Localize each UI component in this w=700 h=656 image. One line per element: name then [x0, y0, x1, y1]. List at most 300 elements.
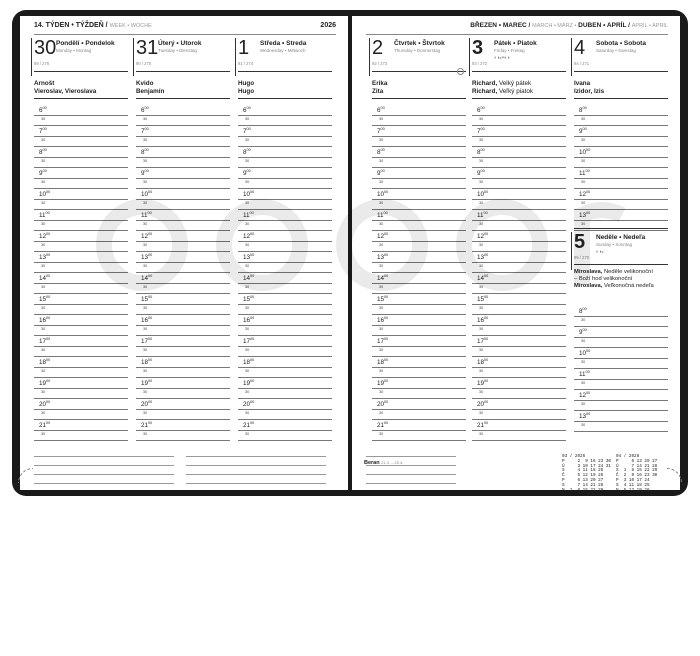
hour-label: $9^{00}$ — [141, 169, 149, 177]
month-label-1: BŘEZEN • MAREC / — [470, 22, 531, 29]
year-label: 2026 — [320, 22, 336, 29]
half-hour-label: 30 — [581, 180, 586, 184]
time-slot[interactable] — [136, 294, 230, 315]
name-day: Miroslava, Neděle velikonoční – Boží hod velikonoční Miroslava, Veľkonočná nedeľa — [574, 269, 654, 289]
hour-label: $6^{00}$ — [141, 106, 149, 114]
half-hour-label: 30 — [479, 285, 484, 289]
half-hour-label: 30 — [479, 138, 484, 142]
half-hour-label: 30 — [379, 348, 384, 352]
zodiac-name: Beran — [364, 460, 380, 466]
hour-label: $9^{00}$ — [377, 169, 385, 177]
hour-label: $12^{00}$ — [377, 232, 389, 240]
time-slot[interactable] — [136, 231, 230, 252]
zodiac-label — [364, 460, 403, 466]
name-day: Hugo Hugo — [238, 80, 255, 95]
time-slot[interactable] — [34, 168, 128, 189]
hour-label: $16^{00}$ — [377, 316, 389, 324]
hour-label: $15^{00}$ — [39, 295, 51, 303]
time-slot[interactable] — [136, 273, 230, 294]
half-hour-label: 30 — [379, 117, 384, 121]
half-hour-label: 30 — [581, 159, 586, 163]
half-hour-label: 30 — [479, 243, 484, 247]
name-day: Kvido Benjamín — [136, 80, 165, 95]
half-hour-label: 30 — [245, 243, 250, 247]
hour-label: $6^{00}$ — [377, 106, 385, 114]
time-slot[interactable] — [238, 168, 332, 189]
day-header — [238, 38, 332, 108]
half-hour-label: 30 — [245, 222, 250, 226]
half-hour-label: 30 — [479, 264, 484, 268]
time-slot[interactable] — [472, 294, 566, 315]
time-slot[interactable] — [372, 168, 466, 189]
time-slot[interactable] — [574, 147, 668, 168]
half-hour-label: 30 — [479, 390, 484, 394]
time-slot[interactable] — [574, 348, 668, 369]
half-hour-label: 30 — [479, 201, 484, 205]
half-hour-label: 30 — [41, 369, 46, 373]
month-label-2-other: APRIL • APRIL — [631, 23, 668, 29]
hour-label: $19^{00}$ — [141, 379, 153, 387]
time-slot[interactable] — [238, 420, 332, 441]
time-slot[interactable] — [472, 357, 566, 378]
half-hour-label: 30 — [379, 432, 384, 436]
half-hour-label: 30 — [41, 411, 46, 415]
day-header — [34, 38, 128, 108]
day-column — [238, 38, 332, 466]
time-slot[interactable] — [472, 252, 566, 273]
hour-label: $7^{00}$ — [377, 127, 385, 135]
hour-label: $11^{00}$ — [243, 211, 254, 219]
time-slot[interactable] — [34, 210, 128, 231]
hour-label: $20^{00}$ — [243, 400, 255, 408]
time-slot[interactable] — [372, 105, 466, 126]
half-hour-label: 30 — [581, 222, 586, 226]
time-slot[interactable] — [472, 189, 566, 210]
hour-label: $11^{00}$ — [377, 211, 388, 219]
time-slot[interactable] — [372, 210, 466, 231]
left-page — [20, 16, 348, 490]
hour-label: $18^{00}$ — [377, 358, 389, 366]
hour-label: $12^{00}$ — [477, 232, 489, 240]
day-count: 92 / 273 — [372, 61, 388, 66]
time-slot[interactable] — [136, 399, 230, 420]
day-number: 1 — [238, 37, 250, 59]
hour-label: $15^{00}$ — [477, 295, 489, 303]
time-slot[interactable] — [34, 189, 128, 210]
hour-label: $7^{00}$ — [39, 127, 47, 135]
time-slot[interactable] — [238, 399, 332, 420]
half-hour-label: 30 — [581, 318, 586, 322]
time-slot[interactable] — [238, 273, 332, 294]
half-hour-label: 30 — [245, 159, 250, 163]
day-name: Sobota • Sobota — [596, 40, 646, 47]
time-slot[interactable] — [238, 105, 332, 126]
hour-label: $13^{00}$ — [377, 253, 389, 261]
hour-label: $7^{00}$ — [141, 127, 149, 135]
day-name-en-de: Friday • Freitag — [494, 48, 525, 53]
hour-label: $13^{00}$ — [579, 211, 591, 219]
time-slot[interactable] — [372, 399, 466, 420]
hour-label: $15^{00}$ — [141, 295, 153, 303]
half-hour-label: 30 — [245, 180, 250, 184]
day-name-en-de: Saturday • Samstag — [596, 48, 636, 53]
hour-label: $17^{00}$ — [141, 337, 153, 345]
half-hour-label: 30 — [479, 117, 484, 121]
time-slot[interactable] — [34, 378, 128, 399]
half-hour-label: 30 — [479, 327, 484, 331]
half-hour-label: 30 — [479, 432, 484, 436]
time-slot[interactable] — [372, 294, 466, 315]
planner-spread — [12, 10, 688, 496]
time-slot[interactable] — [574, 369, 668, 390]
hour-label: $16^{00}$ — [477, 316, 489, 324]
day-number: 4 — [574, 37, 586, 59]
half-hour-label: 30 — [41, 138, 46, 142]
half-hour-label: 30 — [41, 117, 46, 121]
half-hour-label: 30 — [245, 138, 250, 142]
time-slot[interactable] — [34, 105, 128, 126]
time-slot[interactable] — [34, 126, 128, 147]
time-slot[interactable] — [238, 147, 332, 168]
time-slot[interactable] — [574, 105, 668, 126]
hour-label: $10^{00}$ — [579, 148, 591, 156]
half-hour-label: 30 — [581, 339, 586, 343]
hour-label: $20^{00}$ — [141, 400, 153, 408]
time-slot[interactable] — [136, 147, 230, 168]
hour-label: $17^{00}$ — [477, 337, 489, 345]
hour-label: $14^{00}$ — [243, 274, 255, 282]
time-slot[interactable] — [472, 315, 566, 336]
hour-label: $12^{00}$ — [579, 190, 591, 198]
hour-label: $8^{00}$ — [243, 148, 251, 156]
time-slot[interactable] — [136, 210, 230, 231]
name-day: Arnošt Vieroslav, Vieroslava — [34, 80, 97, 95]
time-slot[interactable] — [238, 357, 332, 378]
time-slot[interactable] — [372, 420, 466, 441]
day-number: 5 — [574, 231, 586, 253]
day-name: Úterý • Utorok — [158, 40, 202, 47]
half-hour-label: 30 — [143, 117, 148, 121]
hour-label: $8^{00}$ — [141, 148, 149, 156]
half-hour-label: 30 — [41, 348, 46, 352]
day-number: 30 — [34, 37, 57, 59]
hour-label: $11^{00}$ — [141, 211, 152, 219]
half-hour-label: 30 — [143, 390, 148, 394]
time-slot[interactable] — [574, 168, 668, 189]
half-hour-label: 30 — [379, 369, 384, 373]
time-slot[interactable] — [34, 147, 128, 168]
time-slots — [574, 306, 668, 432]
half-hour-label: 30 — [41, 390, 46, 394]
left-header — [34, 22, 336, 35]
half-hour-label: 30 — [379, 285, 384, 289]
day-header — [372, 38, 466, 108]
time-slot[interactable] — [574, 126, 668, 147]
time-slot[interactable] — [238, 231, 332, 252]
time-slot[interactable] — [574, 327, 668, 348]
time-slot[interactable] — [136, 252, 230, 273]
hour-label: $15^{00}$ — [377, 295, 389, 303]
half-hour-label: 30 — [143, 432, 148, 436]
moon-icon: ◐◑◒◓◐◑ — [494, 55, 510, 61]
hour-label: $17^{00}$ — [39, 337, 51, 345]
time-slot[interactable] — [472, 399, 566, 420]
time-slot[interactable] — [136, 126, 230, 147]
time-slot[interactable] — [472, 273, 566, 294]
time-slot[interactable] — [34, 336, 128, 357]
time-slot[interactable] — [372, 231, 466, 252]
hour-label: $10^{00}$ — [477, 190, 489, 198]
half-hour-label: 30 — [245, 348, 250, 352]
time-slot[interactable] — [238, 378, 332, 399]
half-hour-label: 30 — [245, 117, 250, 121]
half-hour-label: 30 — [379, 243, 384, 247]
hour-label: $9^{00}$ — [243, 169, 251, 177]
time-slots — [574, 105, 668, 231]
time-slot[interactable] — [372, 315, 466, 336]
right-page — [352, 16, 680, 493]
hour-label: $15^{00}$ — [243, 295, 255, 303]
day-header — [136, 38, 230, 108]
half-hour-label: 30 — [479, 180, 484, 184]
half-hour-label: 30 — [41, 222, 46, 226]
hour-label: $11^{00}$ — [579, 169, 590, 177]
time-slot[interactable] — [372, 378, 466, 399]
hour-label: $12^{00}$ — [579, 391, 591, 399]
day-name: Pondělí • Pondelok — [56, 40, 115, 47]
time-slot[interactable] — [372, 357, 466, 378]
time-slot[interactable] — [472, 105, 566, 126]
hour-label: $20^{00}$ — [477, 400, 489, 408]
time-slot[interactable] — [472, 378, 566, 399]
day-count: 91 / 274 — [238, 61, 254, 66]
hour-label: $20^{00}$ — [377, 400, 389, 408]
time-slot[interactable] — [372, 126, 466, 147]
hour-label: $6^{00}$ — [39, 106, 47, 114]
half-hour-label: 30 — [479, 306, 484, 310]
day-name-en-de: Thursday • Donnerstag — [394, 48, 441, 53]
half-hour-label: 30 — [379, 411, 384, 415]
time-slot[interactable] — [574, 189, 668, 210]
time-slot[interactable] — [238, 252, 332, 273]
half-hour-label: 30 — [245, 201, 250, 205]
time-slot[interactable] — [136, 168, 230, 189]
hour-label: $18^{00}$ — [243, 358, 255, 366]
half-hour-label: 30 — [41, 306, 46, 310]
time-slot[interactable] — [34, 231, 128, 252]
name-day: Richard, Velký pátek Richard, Veľký piatok — [472, 80, 533, 95]
half-hour-label: 30 — [41, 180, 46, 184]
hour-label: $17^{00}$ — [377, 337, 389, 345]
name-day: Erika Zita — [372, 80, 388, 95]
time-slot[interactable] — [372, 147, 466, 168]
hour-label: $19^{00}$ — [477, 379, 489, 387]
time-slot[interactable] — [34, 357, 128, 378]
zodiac-dates: 21.3. – 20.4. — [381, 460, 404, 465]
half-hour-label: 30 — [143, 327, 148, 331]
time-slot[interactable] — [238, 336, 332, 357]
half-hour-label: 30 — [379, 327, 384, 331]
time-slot[interactable] — [472, 126, 566, 147]
time-slot[interactable] — [34, 315, 128, 336]
hour-label: $21^{00}$ — [141, 421, 153, 429]
half-hour-label: 30 — [245, 369, 250, 373]
half-hour-label: 30 — [581, 201, 586, 205]
time-slot[interactable] — [136, 378, 230, 399]
week-label-other: WEEK • WOCHE — [109, 23, 152, 29]
half-hour-label: 30 — [379, 390, 384, 394]
time-slot[interactable] — [372, 273, 466, 294]
half-hour-label: 30 — [479, 411, 484, 415]
day-column — [136, 38, 230, 466]
half-hour-label: 30 — [245, 411, 250, 415]
time-slot[interactable] — [238, 210, 332, 231]
hour-label: $8^{00}$ — [39, 148, 47, 156]
time-slots — [472, 105, 566, 441]
notes-lines — [34, 456, 334, 486]
time-slot[interactable] — [34, 273, 128, 294]
time-slot[interactable] — [136, 357, 230, 378]
hour-label: $8^{00}$ — [377, 148, 385, 156]
time-slot[interactable] — [472, 336, 566, 357]
time-slot[interactable] — [136, 315, 230, 336]
half-hour-label: 30 — [41, 243, 46, 247]
time-slot[interactable] — [238, 189, 332, 210]
hour-label: $16^{00}$ — [39, 316, 51, 324]
half-hour-label: 30 — [379, 138, 384, 142]
day-count: 90 / 275 — [136, 61, 152, 66]
hour-label: $13^{00}$ — [39, 253, 51, 261]
hour-label: $11^{00}$ — [39, 211, 50, 219]
time-slot[interactable] — [472, 210, 566, 231]
hour-label: $18^{00}$ — [39, 358, 51, 366]
hour-label: $20^{00}$ — [39, 400, 51, 408]
day-name: Středa • Streda — [260, 40, 307, 47]
moon-icon: ◐◑◒ — [596, 249, 604, 255]
right-header — [366, 22, 668, 35]
half-hour-label: 30 — [581, 402, 586, 406]
hour-label: $10^{00}$ — [243, 190, 255, 198]
half-hour-label: 30 — [379, 264, 384, 268]
half-hour-label: 30 — [479, 222, 484, 226]
half-hour-label: 30 — [479, 369, 484, 373]
half-hour-label: 30 — [581, 360, 586, 364]
time-slot[interactable] — [472, 231, 566, 252]
mini-calendar-march: 03 / 2026 P 2 9 16 23 30 Ú 3 10 17 24 31 S 4 11 18 25 Č 5 12 19 26 P 6 13 20 27 S 7 14 21 28 N 1 8 15 22 29 — [562, 454, 611, 493]
hour-label: $21^{00}$ — [477, 421, 489, 429]
day-name: Čtvrtek • Štvrtok — [394, 40, 445, 47]
time-slot[interactable] — [372, 252, 466, 273]
time-slots — [34, 105, 128, 441]
day-number: 2 — [372, 37, 384, 59]
time-slot[interactable] — [574, 411, 668, 432]
time-slot[interactable] — [238, 126, 332, 147]
half-hour-label: 30 — [41, 285, 46, 289]
half-hour-label: 30 — [143, 138, 148, 142]
day-name-en-de: Monday • Montag — [56, 48, 92, 53]
half-hour-label: 30 — [143, 306, 148, 310]
half-hour-label: 30 — [379, 180, 384, 184]
hour-label: $12^{00}$ — [243, 232, 255, 240]
hour-label: $14^{00}$ — [39, 274, 51, 282]
time-slot[interactable] — [34, 420, 128, 441]
time-slot[interactable] — [34, 294, 128, 315]
half-hour-label: 30 — [143, 285, 148, 289]
time-slot[interactable] — [136, 189, 230, 210]
day-count: 94 / 271 — [574, 61, 590, 66]
hour-label: $7^{00}$ — [243, 127, 251, 135]
time-slot[interactable] — [472, 147, 566, 168]
half-hour-label: 30 — [143, 348, 148, 352]
half-hour-label: 30 — [245, 306, 250, 310]
day-number: 3 — [472, 37, 484, 59]
hour-label: $13^{00}$ — [477, 253, 489, 261]
hour-label: $21^{00}$ — [243, 421, 255, 429]
day-header — [574, 38, 668, 108]
hour-label: $8^{00}$ — [477, 148, 485, 156]
time-slots — [372, 105, 466, 441]
hour-label: $16^{00}$ — [243, 316, 255, 324]
time-slot[interactable] — [136, 105, 230, 126]
day-count: 89 / 276 — [34, 61, 50, 66]
time-slot[interactable] — [34, 252, 128, 273]
half-hour-label: 30 — [41, 264, 46, 268]
half-hour-label: 30 — [581, 381, 586, 385]
day-header — [472, 38, 566, 108]
half-hour-label: 30 — [581, 423, 586, 427]
half-hour-label: 30 — [245, 285, 250, 289]
hour-label: $6^{00}$ — [477, 106, 485, 114]
hour-label: $9^{00}$ — [39, 169, 47, 177]
half-hour-label: 30 — [41, 159, 46, 163]
hour-label: $7^{00}$ — [477, 127, 485, 135]
hour-label: $18^{00}$ — [477, 358, 489, 366]
time-slot[interactable] — [574, 306, 668, 327]
sunday-column — [574, 228, 668, 656]
day-name-en-de: Tuesday • Dienstag — [158, 48, 197, 53]
day-count: 93 / 272 — [472, 61, 488, 66]
time-slot[interactable] — [574, 390, 668, 411]
time-slot[interactable] — [472, 168, 566, 189]
time-slot[interactable] — [238, 294, 332, 315]
time-slot[interactable] — [372, 336, 466, 357]
hour-label: $13^{00}$ — [243, 253, 255, 261]
half-hour-label: 30 — [143, 243, 148, 247]
time-slot[interactable] — [34, 399, 128, 420]
time-slot[interactable] — [136, 336, 230, 357]
day-column — [372, 38, 466, 466]
hour-label: $10^{00}$ — [579, 349, 591, 357]
mini-calendar-april: 04 / 2026 P 6 13 20 27 Ú 7 14 21 28 S 1 8 15 22 29 Č 2 9 16 23 30 P 3 10 17 24 S 4 11 18 25 N 5 12 19 26 — [616, 454, 658, 493]
half-hour-label: 30 — [379, 222, 384, 226]
time-slot[interactable] — [372, 189, 466, 210]
time-slot[interactable] — [238, 315, 332, 336]
hour-label: $19^{00}$ — [377, 379, 389, 387]
time-slot[interactable] — [472, 420, 566, 441]
hour-label: $10^{00}$ — [141, 190, 153, 198]
hour-label: $14^{00}$ — [141, 274, 153, 282]
half-hour-label: 30 — [143, 159, 148, 163]
hour-label: $10^{00}$ — [39, 190, 51, 198]
day-number: 31 — [136, 37, 159, 59]
hour-label: $14^{00}$ — [477, 274, 489, 282]
time-slot[interactable] — [136, 420, 230, 441]
half-hour-label: 30 — [143, 411, 148, 415]
hour-label: $13^{00}$ — [141, 253, 153, 261]
half-hour-label: 30 — [143, 264, 148, 268]
hour-label: $9^{00}$ — [579, 328, 587, 336]
time-slots — [136, 105, 230, 441]
